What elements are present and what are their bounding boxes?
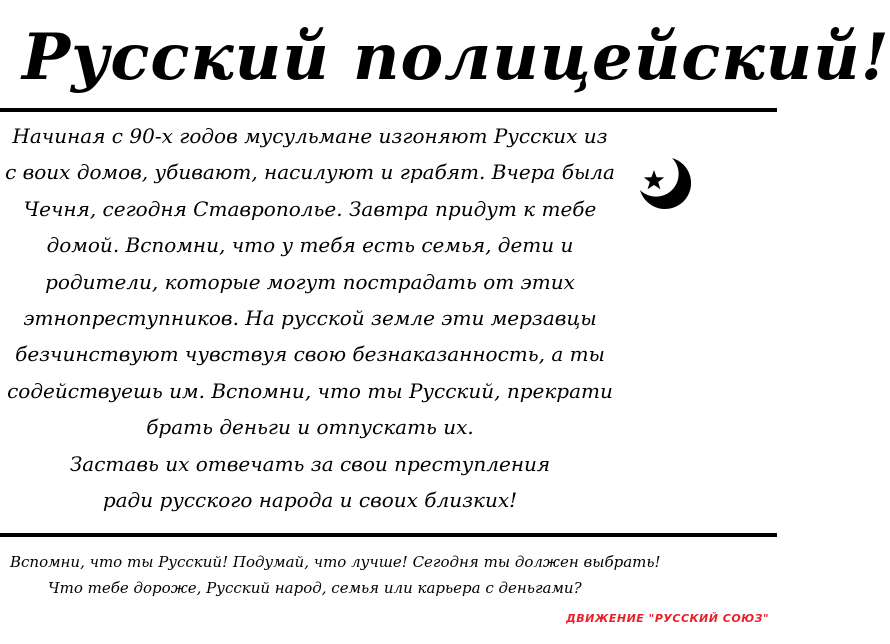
main-text-line: брать деньги и отпускать их.: [146, 415, 474, 440]
main-text-line: Начиная с 90-х годов мусульмане изгоняют Русских из: [12, 124, 608, 148]
main-text-line: Заставь их отвечать за свои преступления: [69, 451, 551, 476]
main-text-block: [0, 118, 620, 518]
footer-line: Что тебе дороже, Русский народ, семья или карьера с деньгами?: [48, 579, 582, 597]
bottom-divider: [0, 533, 777, 537]
poster-title: Русский полицейский!: [22, 20, 890, 95]
main-text-line: родители, которые могут пострадать от этих: [45, 269, 575, 294]
main-text-line: домой. Вспомни, что у тебя есть семья, дети и: [46, 233, 574, 258]
main-text-line: этнопреступников. На русской земле эти мерзавцы: [23, 306, 597, 331]
main-text-line: Чечня, сегодня Ставрополье. Завтра придут к тебе: [23, 196, 597, 221]
main-text-line: с воих домов, убивают, насилуют и грабят. Вчера была: [5, 160, 615, 185]
footer-line: Вспомни, что ты Русский! Подумай, что лучше! Сегодня ты должен выбрать!: [10, 553, 661, 571]
main-text-line: безчинствуют чувствуя свою безнаказанность, а ты: [15, 342, 605, 367]
crescent-star-icon: [630, 150, 696, 216]
main-text-line: ради русского народа и своих близких!: [102, 488, 518, 513]
top-divider: [0, 108, 777, 112]
main-text-line: содействуешь им. Вспомни, что ты Русский, прекрати: [7, 378, 613, 403]
movement-signature: ДВИЖЕНИЕ "РУССКИЙ СОЮЗ": [566, 612, 770, 625]
footer-text-block: [0, 549, 740, 601]
